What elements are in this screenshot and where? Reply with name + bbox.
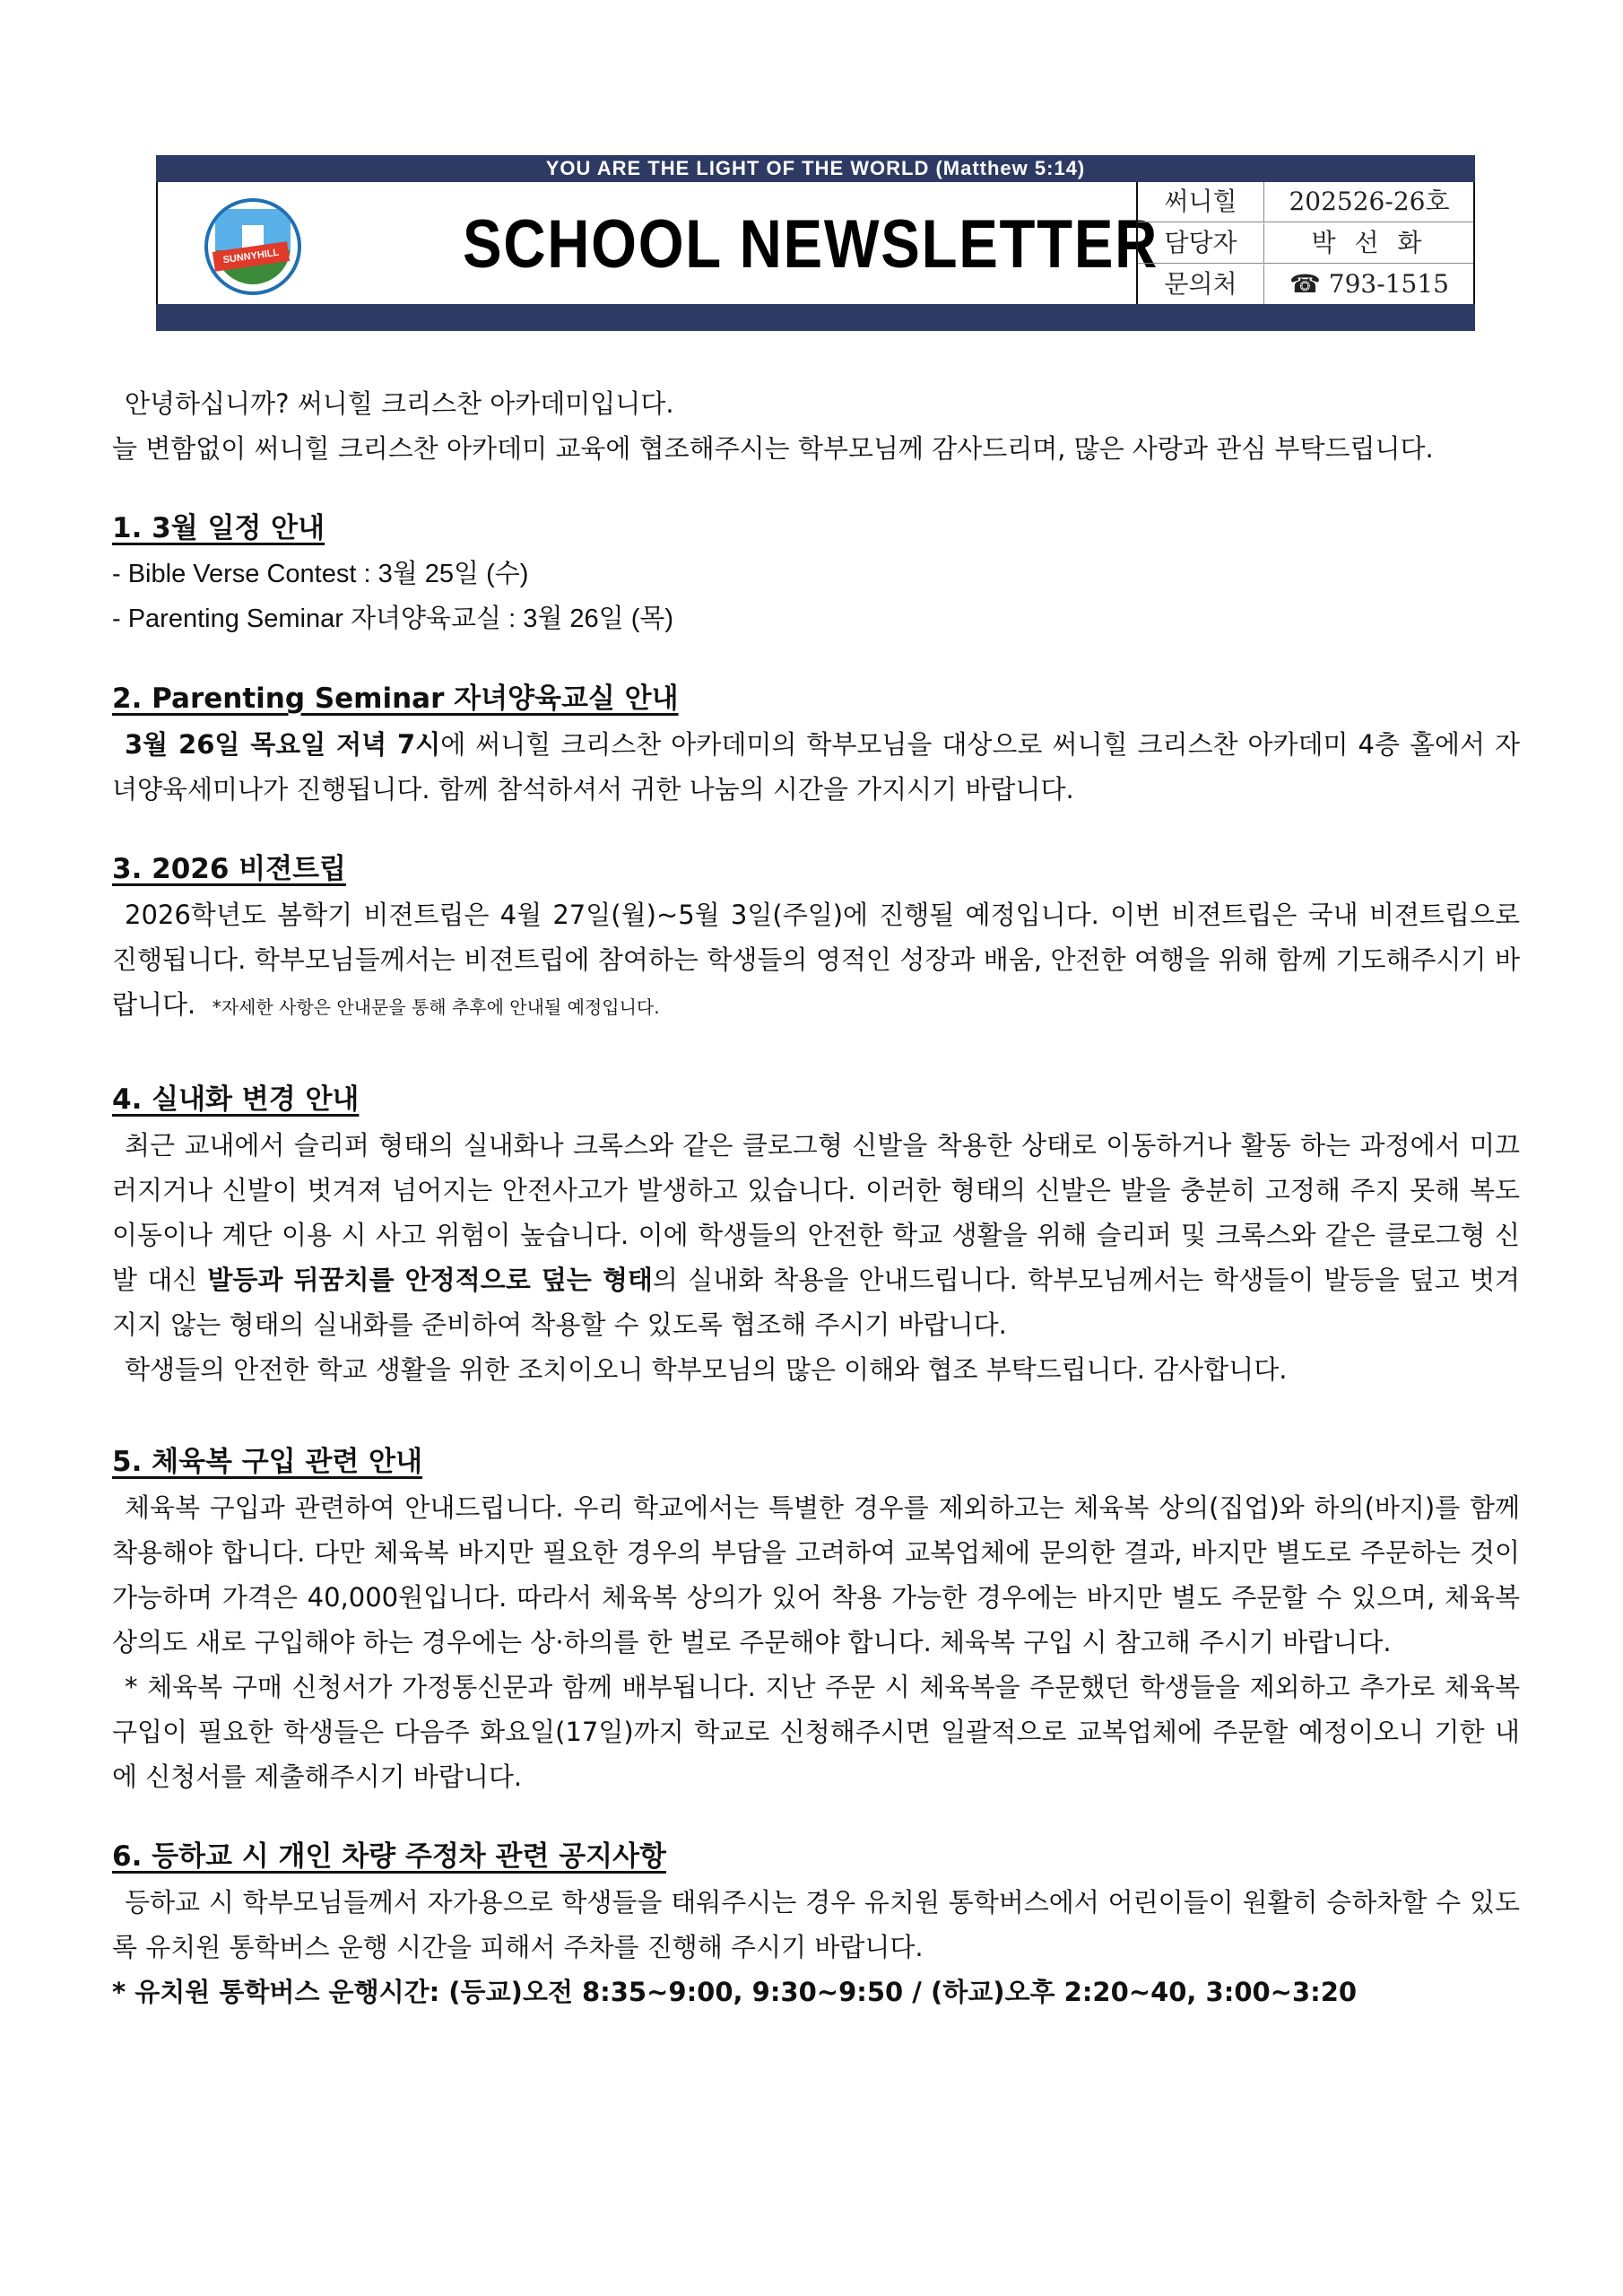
info-row-contact: 문의처 ☎ 793-1515	[1138, 265, 1473, 304]
section-paragraph: 2026학년도 봄학기 비젼트립은 4월 27일(월)~5월 3일(주일)에 진행될 예정입니다. 이번 비젼트립은 국내 비젼트립으로 진행됩니다. 학부모님들께서는 비젼트립에 참여하는 학생들의 영적인 성장과 배움, 안전한 여행을 위해 함께 기도해주시기 바랍니다. *자세한 사항은 안내문을 통해 추후에 안내될 예정입니다.	[112, 900, 1520, 1020]
section-paragraph: 등하교 시 학부모님들께서 자가용으로 학생들을 태워주시는 경우 유치원 통학버스에서 어린이들이 원활히 승하차할 수 있도록 유치원 통학버스 운행 시간을 피해서 주차를 진행해 주시기 바랍니다.	[112, 1887, 1520, 1962]
section-pe-uniform	[112, 1439, 1520, 1799]
list-item: - Bible Verse Contest : 3월 25일 (수)	[112, 560, 529, 588]
school-logo	[204, 198, 301, 295]
newsletter-header	[156, 155, 1475, 335]
emphasis-text: 3월 26일 목요일 저녁 7시	[125, 729, 441, 760]
newsletter-title: SCHOOL NEWSLETTER	[463, 206, 1159, 283]
motto-banner: YOU ARE THE LIGHT OF THE WORLD (Matthew 5:14)	[156, 155, 1475, 182]
section-paragraph: 최근 교내에서 슬리퍼 형태의 실내화나 크록스와 같은 클로그형 신발을 착용한 상태로 이동하거나 활동 하는 과정에서 미끄러지거나 신발이 벗겨져 넘어지는 안전사고가 발생하고 있습니다. 이러한 형태의 신발은 발을 충분히 고정해 주지 못해 복도 이동이나 계단 이용 시 사고 위험이 높습니다. 이에 학생들의 안전한 학교 생활을 위해 슬리퍼 및 크록스와 같은 클로그형 신발 대신 발등과 뒤꿈치를 안정적으로 덮는 형태의 실내화 착용을 안내드립니다. 학부모님께서는 학생들이 발등을 덮고 벗겨지지 않는 형태의 실내화를 준비하여 착용할 수 있도록 협조해 주시기 바랍니다.	[112, 1130, 1521, 1340]
section-title: 6. 등하교 시 개인 차량 주정차 관련 공지사항	[112, 1840, 666, 1873]
section-parenting-seminar	[112, 675, 1520, 812]
bus-schedule-line: * 유치원 통학버스 운행시간: (등교)오전 8:35~9:00, 9:30~9:50 / (하교)오후 2:20~40, 3:00~3:20	[112, 1977, 1358, 2007]
footnote: *자세한 사항은 안내문을 통해 추후에 안내될 예정입니다.	[212, 996, 660, 1018]
section-vision-trip	[112, 846, 1520, 1030]
section-title: 1. 3월 일정 안내	[112, 512, 325, 544]
section-title: 3. 2026 비젼트립	[112, 853, 346, 885]
section-paragraph: 학생들의 안전한 학교 생활을 위한 조치이오니 학부모님의 많은 이해와 협조 부탁드립니다. 감사합니다.	[125, 1354, 1288, 1385]
section-indoor-shoes	[112, 1076, 1520, 1392]
header-box	[156, 182, 1475, 306]
intro-thanks: 늘 변함없이 써니힐 크리스찬 아카데미 교육에 협조해주시는 학부모님께 감사드리며, 많은 사랑과 관심 부탁드립니다.	[112, 433, 1434, 464]
info-row-issue: 써니힐 202526-26호	[1138, 182, 1473, 222]
logo-text: SUNNYHILL	[213, 241, 290, 271]
list-item: - Parenting Seminar 자녀양육교실 : 3월 26일 (목)	[112, 604, 674, 633]
section-schedule	[112, 505, 1520, 641]
header-bottom-bar	[156, 304, 1475, 331]
section-paragraph: 체육복 구입과 관련하여 안내드립니다. 우리 학교에서는 특별한 경우를 제외하고는 체육복 상의(집업)와 하의(바지)를 함께 착용해야 합니다. 다만 체육복 바지만 필요한 경우의 부담을 고려하여 교복업체에 문의한 결과, 바지만 별도로 주문하는 것이 가능하며 가격은 40,000원입니다. 따라서 체육복 상의가 있어 착용 가능한 경우에는 바지만 별도 주문할 수 있으며, 체육복 상의도 새로 구입해야 하는 경우에는 상·하의를 한 벌로 주문해야 합니다. 체육복 구입 시 참고해 주시기 바랍니다.	[112, 1492, 1520, 1657]
issue-info-table	[1136, 182, 1473, 304]
section-title: 5. 체육복 구입 관련 안내	[112, 1446, 423, 1478]
section-paragraph: * 체육복 구매 신청서가 가정통신문과 함께 배부됩니다. 지난 주문 시 체육복을 주문했던 학생들을 제외하고 추가로 체육복 구입이 필요한 학생들은 다음주 화요일(17일)까지 학교로 신청해주시면 일괄적으로 교복업체에 주문할 예정이오니 기한 내에 신청서를 제출해주시기 바랍니다.	[112, 1672, 1520, 1792]
section-title: 4. 실내화 변경 안내	[112, 1083, 360, 1116]
intro-greeting: 안녕하십니까? 써니힐 크리스찬 아카데미입니다.	[125, 388, 674, 419]
section-title: 2. Parenting Seminar 자녀양육교실 안내	[112, 683, 679, 715]
section-paragraph: 3월 26일 목요일 저녁 7시에 써니힐 크리스찬 아카데미의 학부모님을 대상으로 써니힐 크리스찬 아카데미 4층 홀에서 자녀양육세미나가 진행됩니다. 함께 참석하셔서 귀한 나눔의 시간을 가지시기 바랍니다.	[112, 729, 1520, 804]
section-parking-notice	[112, 1833, 1520, 2014]
newsletter-body	[112, 381, 1520, 2014]
emphasis-text: 발등과 뒤꿈치를 안정적으로 덮는 형태	[207, 1265, 653, 1295]
info-row-manager: 담당자 박 선 화	[1138, 223, 1473, 264]
